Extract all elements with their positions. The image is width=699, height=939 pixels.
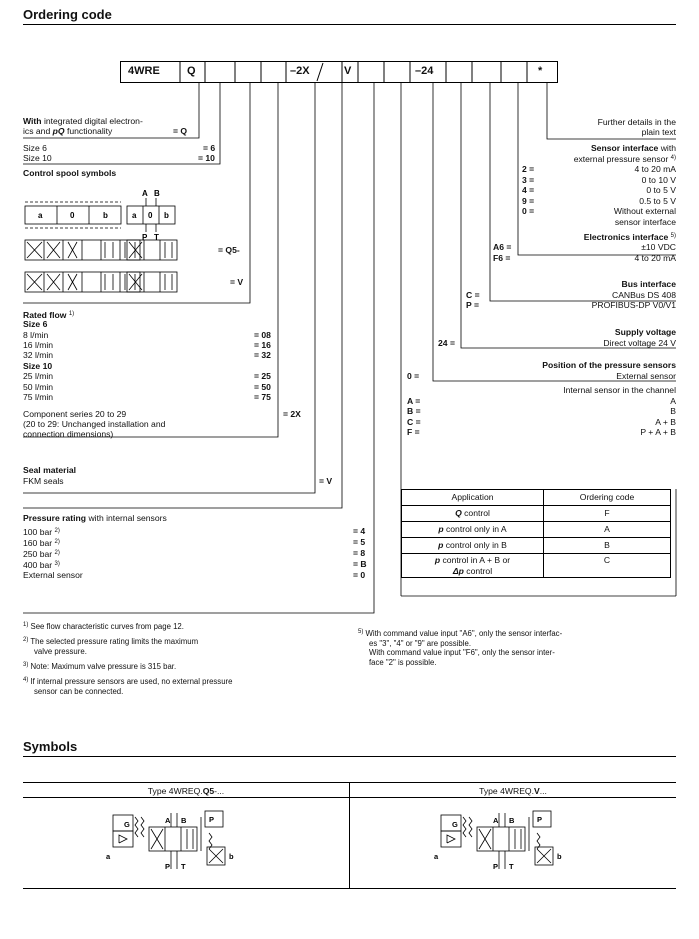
seal-label: FKM seals [23,476,64,486]
app-row-3-bold: p [438,540,444,551]
sensor-2-code: 2 = [522,164,535,174]
table-cell-application [402,506,544,522]
table-cell-code: F [544,506,671,522]
footnote-5-num: 5) [358,629,364,635]
pressure-160 [23,537,383,548]
footnote-1-line-1: See flow characteristic curves from page 12. [30,622,184,631]
v-label-b: b [557,852,562,861]
app-row-3-text: control only in B [443,540,507,551]
pressure-400-note: 3) [54,561,60,567]
footnote-5-line-3: With command value input "F6", only the sensor inter- [369,648,555,658]
electronics-f6-code: F6 = [493,253,511,263]
rated-flow-size10: Size 10 [23,361,53,371]
flow-32-code: = 32 [254,350,271,360]
flow-25 [23,371,329,382]
symbol-right-title-pre: Type 4WREQ. [479,786,534,796]
v-label-p-sensor: P [537,815,543,824]
v-label-T: T [509,862,514,871]
spool-q5-code: = Q5- [218,245,240,255]
sensors-b-value: B [670,406,676,416]
q5-label-a: a [106,852,111,861]
v-label-P: P [493,862,499,871]
seal-heading: Seal material [23,465,77,475]
sensors-f-value: P + A + B [640,427,676,437]
sensors-c-code: C = [407,417,421,427]
sensors-0-code: 0 = [407,371,420,381]
app-row-1-text: control [461,508,490,519]
sensors-b-code: B = [407,406,421,416]
code-box-2x: –2X [290,65,310,77]
symbol-right-title [350,786,676,797]
table-header-row [402,490,671,506]
spool-port-t: T [154,233,159,242]
pressure-400-label: 400 bar [23,560,53,570]
footnote-5-line-1: With command value input "A6", only the sensor interfac- [365,629,563,638]
spool-box-r-a: a [132,211,137,220]
series-line-3: connection dimensions) [23,429,114,439]
spool-symbols-diagram [23,178,223,300]
footnote-5 [358,628,658,667]
flow-8 [23,330,329,341]
symbols-table [23,782,676,889]
q5-label-g: G [124,820,130,829]
seal-fkm [23,476,333,487]
app-row-4-bold2: Δp [452,565,464,576]
footnote-2 [23,636,343,656]
footnote-2-line-2: valve pressure. [34,646,87,656]
sensor-3-code: 3 = [522,175,535,185]
flow-25-code: = 25 [254,371,271,381]
sensors-0-value: External sensor [616,371,676,381]
series-line-1-text: Component series 20 to 29 [23,409,127,419]
flow-32 [23,350,329,361]
symbol-left-title-pre: Type 4WREQ. [147,786,203,796]
product-with: With [23,116,42,126]
app-row-4-text2: control [463,565,493,576]
section-title-symbols: Symbols [23,739,78,754]
product-label-c: pQ [52,126,65,136]
rated-flow-note: 1) [68,311,75,317]
pressure-heading [23,513,383,524]
spool-v-code: = V [230,277,244,287]
footnote-2-num: 2) [23,637,29,643]
electronics-a6-value: ±10 VDC [641,242,676,252]
rated-flow-heading [23,309,329,320]
sensor-0-value: Without external [613,206,676,216]
footnote-4-line-2: sensor can be connected. [34,686,124,696]
footnote-3 [23,661,343,672]
application-table [401,489,671,578]
table-cell-application [402,538,544,554]
sensor-heading-text: Sensor interface [590,143,659,153]
pressure-external-code: = 0 [353,570,366,580]
footnote-2-line-1: The selected pressure rating limits the maximum [30,637,199,646]
sensor-sub [376,153,676,164]
electronics-heading [376,231,676,242]
symbol-right-title-bold: V [534,786,540,796]
symbols-divider [349,783,350,888]
app-row-2-text: control only in A [443,524,507,535]
sensors-position-heading: Position of the pressure sensors [542,360,676,370]
supply-24-value: Direct voltage 24 V [603,338,676,348]
pressure-100 [23,526,383,537]
flow-75-code: = 75 [254,392,271,402]
flow-50 [23,382,329,393]
q5-label-A: A [165,816,171,825]
flow-8-label: 8 l/min [23,330,49,340]
product-label-d: functionality [66,126,113,136]
code-box-24: –24 [415,65,434,77]
flow-50-label: 50 l/min [23,382,54,392]
table-header-application: Application [402,490,544,506]
sensor-note: 4) [670,155,676,161]
symbol-left-title-post: -... [214,786,225,796]
v-label-B: B [509,816,515,825]
code-box-q: Q [187,65,196,77]
app-row-4-text: control in A + B or [440,555,511,565]
spool-box-a: a [38,211,43,220]
further-line-2: plain text [641,127,676,137]
sensor-heading-suffix: with [660,143,676,153]
flow-75-label: 75 l/min [23,392,54,402]
table-cell-code: C [544,554,671,578]
flow-16 [23,340,329,351]
flow-16-code: = 16 [254,340,271,350]
q5-label-b: b [229,852,234,861]
sensors-f-code: F = [407,427,420,437]
table-cell-application [402,554,544,578]
symbol-left-title-bold: Q5 [202,786,215,796]
symbol-left-title [23,786,349,797]
spool-box-0: 0 [70,211,75,220]
size-10 [23,153,329,164]
app-row-4-bold: p [434,555,441,565]
section-title-ordering-code: Ordering code [23,7,112,22]
v-label-A: A [493,816,499,825]
pressure-400-code: = B [353,559,367,569]
table-cell-code: B [544,538,671,554]
rated-flow-size6: Size 6 [23,319,48,329]
product-line-2 [23,126,329,137]
flow-50-code: = 50 [254,382,271,392]
electronics-note: 5) [670,233,676,239]
footnote-3-num: 3) [23,662,29,668]
app-row-1-bold: Q [455,508,462,519]
product-label-b: ics and [23,126,51,136]
sensor-0-code: 0 = [522,206,535,216]
sensor-3-value: 0 to 10 V [641,175,676,185]
footnote-5-line-4: face "2" is possible. [369,657,437,667]
section-rule [23,756,676,757]
size-6-label: Size 6 [23,143,47,153]
sensors-c-value: A + B [655,417,676,427]
sensors-internal: Internal sensor in the channel [563,385,676,395]
footnote-1-num: 1) [23,622,29,628]
pressure-160-note: 2) [54,539,60,545]
rated-flow-heading-text: Rated flow [23,310,67,320]
sensor-9-value: 0.5 to 5 V [639,196,676,206]
v-label-a: a [434,852,439,861]
code-box-v: V [344,65,352,77]
footnote-3-line-1: Note: Maximum valve pressure is 315 bar. [30,662,177,671]
symbol-right-title-post: ... [539,786,547,796]
spool-port-b: B [154,189,160,198]
flow-16-label: 16 l/min [23,340,54,350]
size-10-label: Size 10 [23,153,52,163]
q5-label-B: B [181,816,187,825]
electronics-f6-value: 4 to 20 mA [634,253,676,263]
footnote-1 [23,621,343,632]
spool-heading: Control spool symbols [23,168,117,178]
spool-box-r-b: b [164,211,169,220]
flow-75 [23,392,329,403]
table-row [402,522,671,538]
app-row-2-bold: p [438,524,444,535]
spool-box-b: b [103,211,108,220]
flow-25-label: 25 l/min [23,371,54,381]
bus-c-code: C = [466,290,480,300]
pressure-heading-text: Pressure rating [23,513,87,523]
product-code: = Q [173,126,188,136]
pressure-external-label: External sensor [23,570,83,580]
pressure-250-note: 2) [54,550,60,556]
seal-code: = V [319,476,333,486]
product-label-a: integrated digital electron- [43,116,143,126]
series-line-1 [23,409,329,420]
sensors-a-value: A [670,396,676,406]
pressure-250-label: 250 bar [23,549,53,559]
pressure-250 [23,548,383,559]
flow-32-label: 32 l/min [23,350,54,360]
flow-8-code: = 08 [254,330,271,340]
table-row [402,506,671,522]
pressure-heading-suffix: with internal sensors [88,513,167,523]
supply-heading: Supply voltage [614,327,676,337]
table-row [402,538,671,554]
pressure-400 [23,559,383,570]
sensor-4-code: 4 = [522,185,535,195]
sensor-0-extra: sensor interface [614,217,676,227]
v-label-g: G [452,820,458,829]
sensors-a-code: A = [407,396,421,406]
spool-port-a: A [142,189,148,198]
pressure-250-code: = 8 [353,548,366,558]
sensor-heading [376,143,676,154]
bus-p-code: P = [466,300,479,310]
sensor-2-value: 4 to 20 mA [634,164,676,174]
symbol-v-diagram [433,803,613,883]
table-cell-code: A [544,522,671,538]
series-line-2: (20 to 29: Unchanged installation and [23,419,166,429]
electronics-heading-text: Electronics interface [583,232,669,242]
spool-port-p: P [142,233,148,242]
product-line-1 [23,116,329,127]
electronics-a6-code: A6 = [493,242,512,252]
pressure-100-code: = 4 [353,526,366,536]
q5-label-T: T [181,862,186,871]
symbols-header-rule [23,797,676,798]
pressure-external [23,570,383,581]
q5-label-p-sensor: P [209,815,215,824]
supply-24-code: 24 = [438,338,455,348]
series-code: = 2X [283,409,301,419]
bus-p-value: PROFIBUS-DP V0/V1 [591,300,676,310]
spool-box-r-0: 0 [148,211,153,220]
table-header-ordering-code: Ordering code [544,490,671,506]
bus-c-value: CANBus DS 408 [611,290,676,300]
footnote-4-num: 4) [23,677,29,683]
size-10-code: = 10 [198,153,215,163]
sensor-4-value: 0 to 5 V [646,185,676,195]
size-6-code: = 6 [203,143,216,153]
code-box-star: * [538,65,543,77]
pressure-100-label: 100 bar [23,527,53,537]
pressure-160-code: = 5 [353,537,366,547]
table-row [402,554,671,578]
q5-label-P: P [165,862,171,871]
sensor-9-code: 9 = [522,196,535,206]
footnote-5-line-2: es "3", "4" or "9" are possible. [369,638,471,648]
footnote-4-line-1: If internal pressure sensors are used, no external pressure [30,677,233,686]
code-box-4wre: 4WRE [128,65,160,77]
size-6 [23,143,329,154]
pressure-160-label: 160 bar [23,538,53,548]
sensor-sub-text: external pressure sensor [573,154,669,164]
symbol-q5-diagram [105,803,285,883]
pressure-100-note: 2) [54,528,60,534]
table-cell-application [402,522,544,538]
further-line-1: Further details in the [597,117,676,127]
footnote-4 [23,676,343,696]
bus-heading: Bus interface [621,279,676,289]
